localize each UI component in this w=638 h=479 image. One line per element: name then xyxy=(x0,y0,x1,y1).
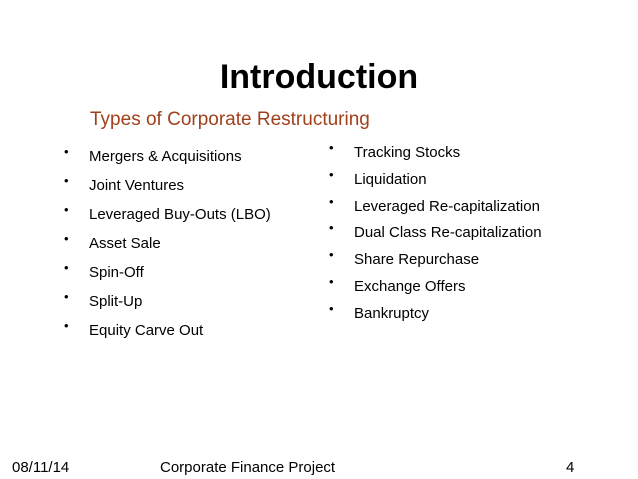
list-item xyxy=(64,202,271,224)
bullet-icon: • xyxy=(329,247,334,263)
bullet-icon: • xyxy=(64,144,69,159)
list-item-text: Asset Sale xyxy=(89,235,161,252)
footer-page-number: 4 xyxy=(566,459,575,476)
bullet-icon: • xyxy=(329,193,334,209)
list-item-text: Spin-Off xyxy=(89,264,144,281)
bullet-icon: • xyxy=(329,220,334,236)
right-bullet-list xyxy=(329,140,542,332)
list-item xyxy=(64,318,271,340)
left-bullet-list xyxy=(64,144,271,351)
list-item-text: Tracking Stocks xyxy=(354,144,461,161)
list-item xyxy=(329,273,542,296)
list-item xyxy=(329,140,542,162)
list-item-text: Leveraged Buy-Outs (LBO) xyxy=(89,206,271,223)
bullet-icon: • xyxy=(329,300,334,316)
bullet-icon: • xyxy=(329,273,334,289)
bullet-icon: • xyxy=(329,166,334,182)
list-item xyxy=(329,300,542,323)
list-item-text: Split-Up xyxy=(89,293,143,310)
slide-subtitle: Types of Corporate Restructuring xyxy=(90,109,370,130)
footer-date: 08/11/14 xyxy=(12,459,70,476)
list-item xyxy=(329,220,542,242)
list-item-text: Joint Ventures xyxy=(89,177,185,194)
bullet-icon: • xyxy=(329,140,334,155)
list-item xyxy=(64,144,271,166)
list-item xyxy=(64,173,271,195)
bullet-icon: • xyxy=(64,318,69,333)
list-item xyxy=(64,260,271,282)
slide-title: Introduction xyxy=(219,58,419,96)
bullet-icon: • xyxy=(64,260,69,275)
list-item xyxy=(64,289,271,311)
list-item-text: Liquidation xyxy=(354,170,427,188)
bullet-icon: • xyxy=(64,231,69,246)
list-item-text: Leveraged Re-capitalization xyxy=(354,197,540,215)
footer-project-name: Corporate Finance Project xyxy=(160,459,336,476)
list-item-text: Exchange Offers xyxy=(354,277,466,295)
list-item-text: Bankruptcy xyxy=(354,304,430,322)
list-item-text: Share Repurchase xyxy=(354,251,480,269)
list-item xyxy=(329,247,542,269)
list-item xyxy=(329,166,542,189)
list-item-text: Mergers & Acquisitions xyxy=(89,148,242,165)
bullet-icon: • xyxy=(64,202,69,217)
bullet-icon: • xyxy=(64,173,69,188)
bullet-icon: • xyxy=(64,289,69,304)
list-item-text: Equity Carve Out xyxy=(89,322,204,339)
list-item-text: Dual Class Re-capitalization xyxy=(354,224,542,242)
list-item xyxy=(64,231,271,253)
list-item xyxy=(329,193,542,216)
